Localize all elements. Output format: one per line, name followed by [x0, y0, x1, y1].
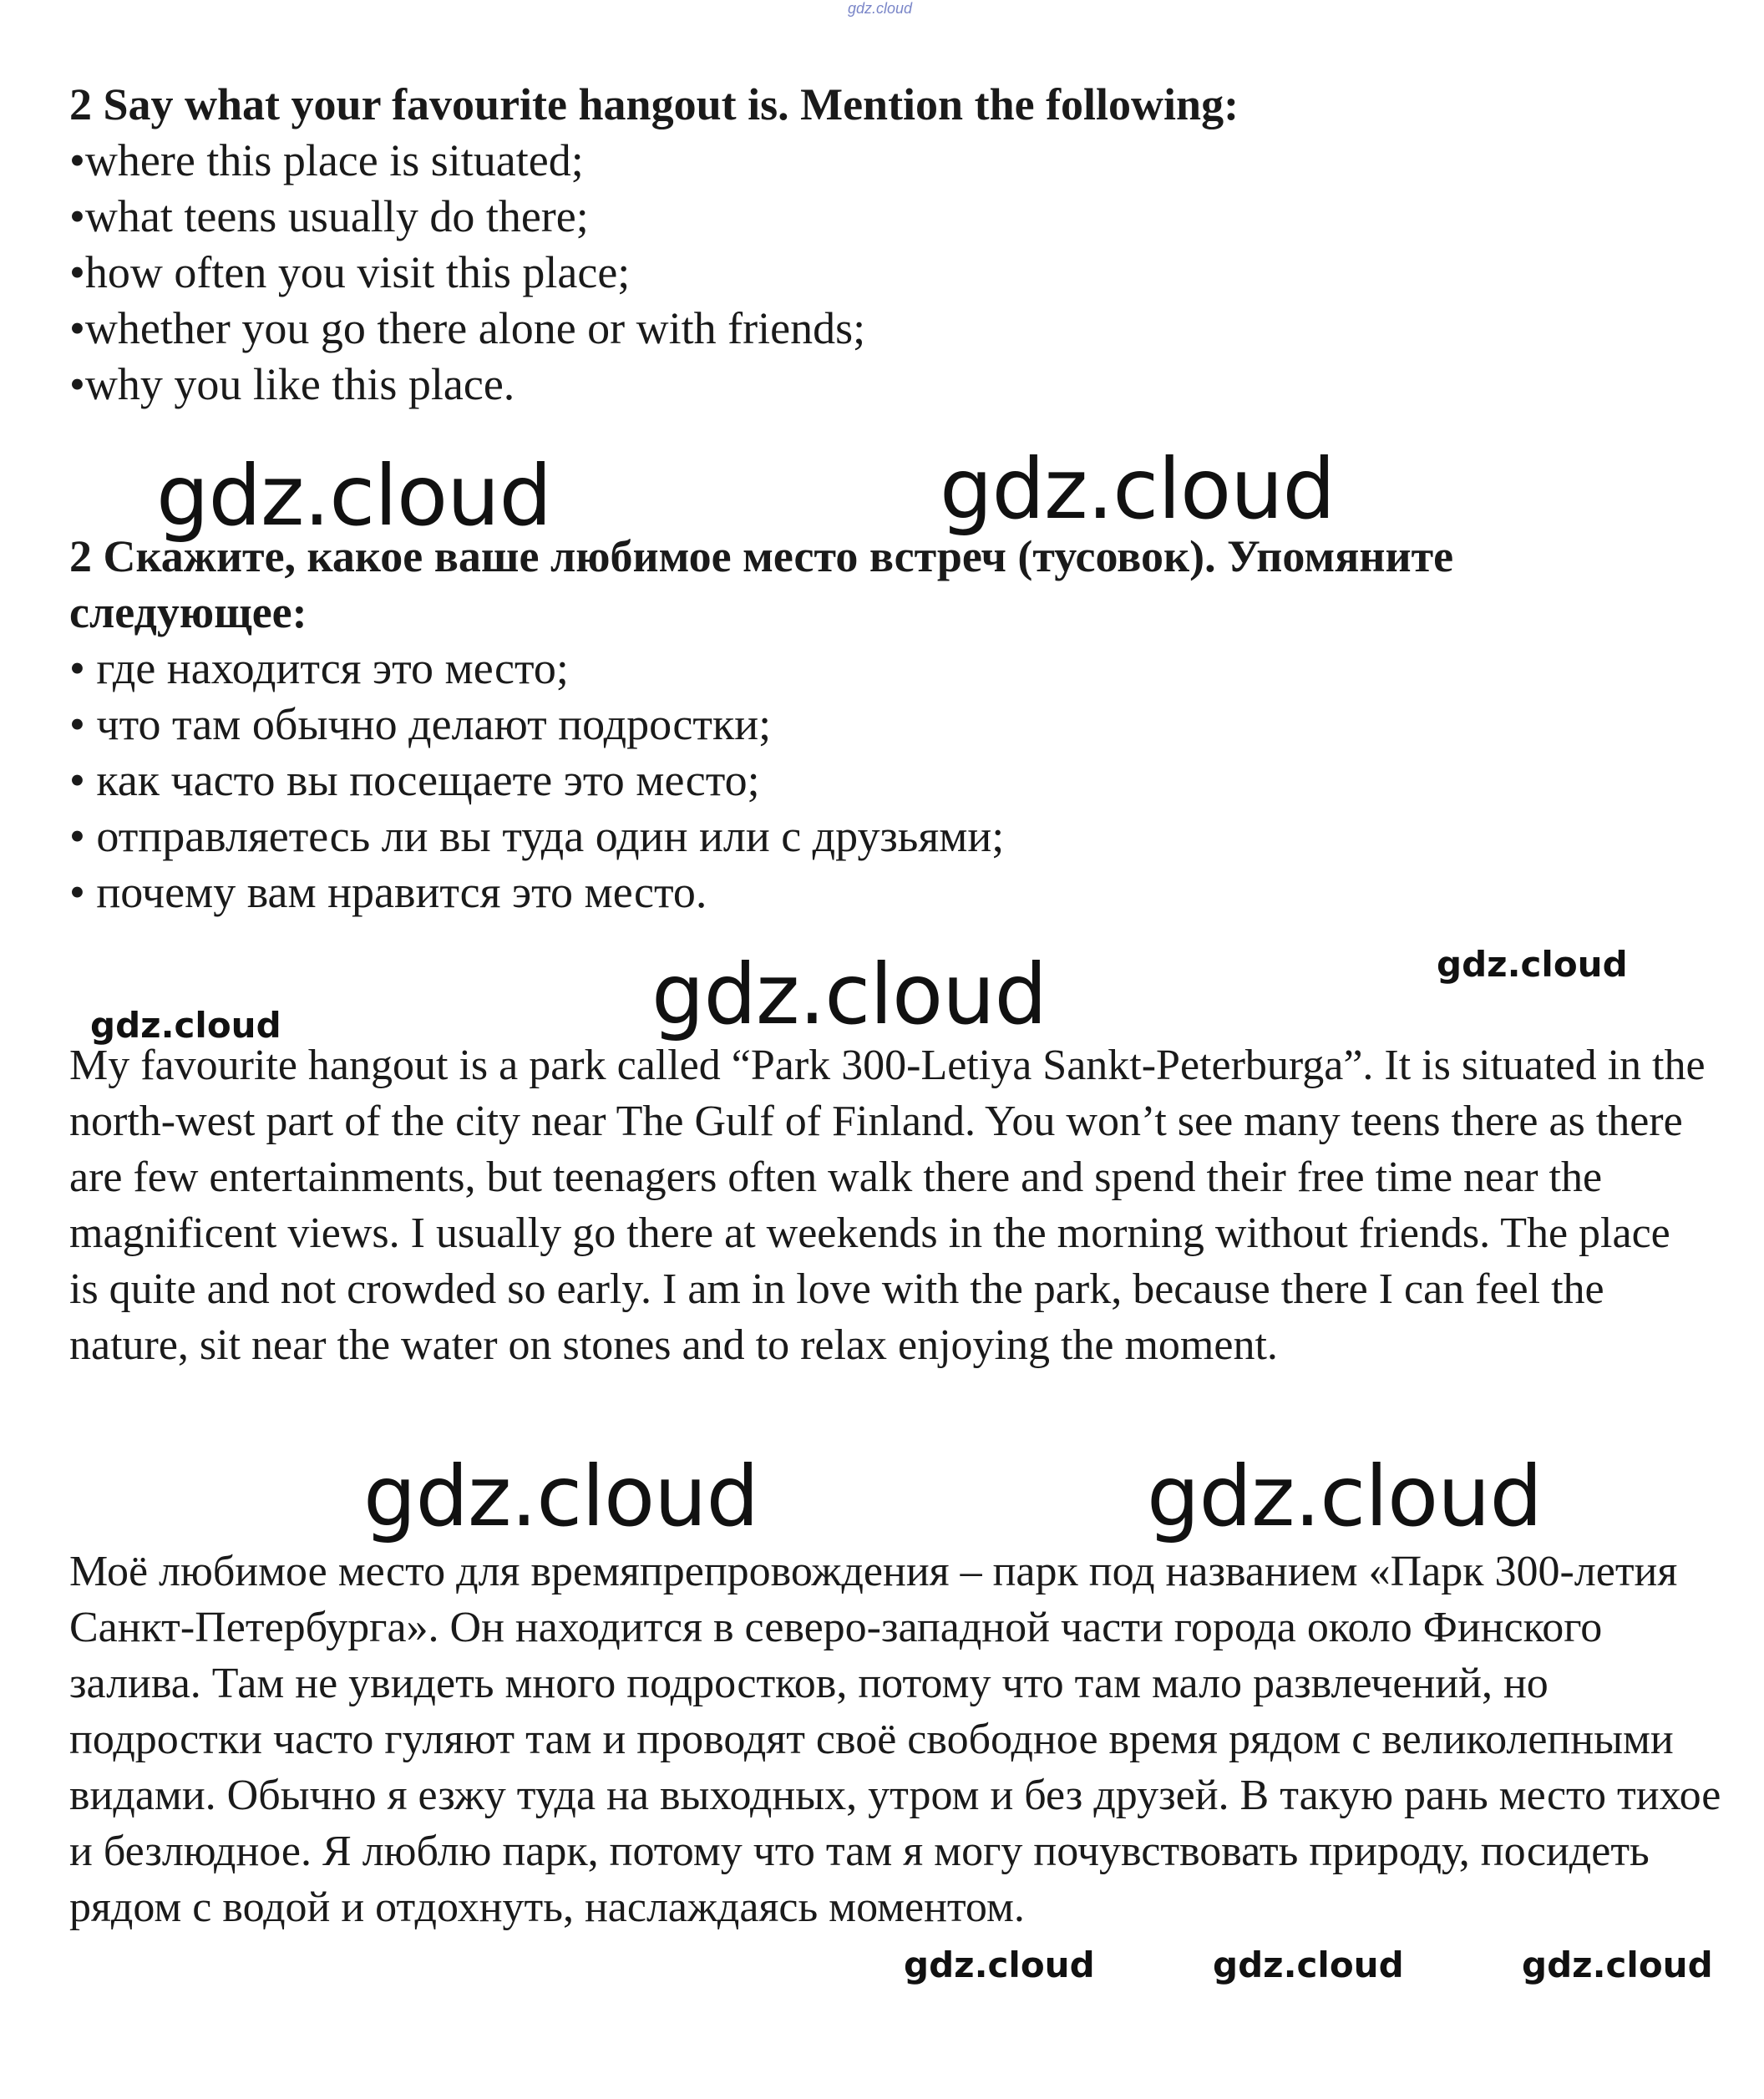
watermark: gdz.cloud: [940, 440, 1336, 538]
watermark: gdz.cloud: [1213, 1944, 1404, 1985]
watermark: gdz.cloud: [156, 447, 552, 545]
english-task: [69, 77, 1723, 413]
list-item: •why you like this place.: [69, 359, 515, 409]
list-item: • отправляетесь ли вы туда один или с друзьями;: [69, 811, 1005, 861]
russian-task-heading: 2 Скажите, какое ваше любимое место встреч (тусовок). Упомяните следующее:: [69, 531, 1454, 637]
watermark: gdz.cloud: [363, 1447, 759, 1545]
watermark: gdz.cloud: [651, 946, 1047, 1043]
watermark: gdz.cloud: [90, 1005, 281, 1046]
watermark: gdz.cloud: [904, 1944, 1095, 1985]
english-answer: [69, 1037, 1706, 1373]
list-item: •where this place is situated;: [69, 135, 584, 185]
watermark: gdz.cloud: [1522, 1944, 1713, 1985]
russian-task: [69, 529, 1723, 920]
watermark: gdz.cloud: [1437, 944, 1628, 985]
list-item: • почему вам нравится это место.: [69, 867, 707, 917]
english-task-list: [69, 133, 1723, 413]
russian-task-list: [69, 641, 1723, 920]
english-task-heading: 2 Say what your favourite hangout is. Mention the following:: [69, 79, 1239, 129]
list-item: •whether you go there alone or with friends;: [69, 303, 866, 353]
list-item: •what teens usually do there;: [69, 191, 589, 241]
list-item: • где находится это место;: [69, 643, 569, 693]
watermark: gdz.cloud: [1147, 1447, 1543, 1545]
list-item: • как часто вы посещаете это место;: [69, 755, 760, 805]
list-item: • что там обычно делают подростки;: [69, 699, 772, 749]
russian-answer-text: Моё любимое место для времяпрепровождения – парк под названием «Парк 300-летия Санкт-Петербурга». Он находится в северо-западной части города около Финского залива. Там не увидеть много подростков, потому что там мало развлечений, но подростки часто гуляют там и проводят своё свободное время рядом с великолепными видами. Обычно я езжу туда на выходных, утром и без друзей. В такую рань место тихое и безлюдное. Я люблю парк, потому что там я могу почувствовать природу, посидеть рядом с водой и отдохнуть, наслаждаясь моментом.: [69, 1548, 1721, 1931]
list-item: •how often you visit this place;: [69, 247, 631, 297]
russian-answer: [69, 1544, 1731, 1935]
top-watermark: gdz.cloud: [848, 0, 913, 17]
english-answer-text: My favourite hangout is a park called “Park 300-Letiya Sankt-Peterburga”. It is situated in the north-west part of the city near The Gulf of Finland. You won’t see many teens there as there are few entertainments, but teenagers often walk there and spend their free time near the magnificent views. I usually go there at weekends in the morning without friends. The place is quite and not crowded so early. I am in love with the park, because there I can feel the nature, sit near the water on stones and to relax enjoying the moment.: [69, 1042, 1706, 1369]
